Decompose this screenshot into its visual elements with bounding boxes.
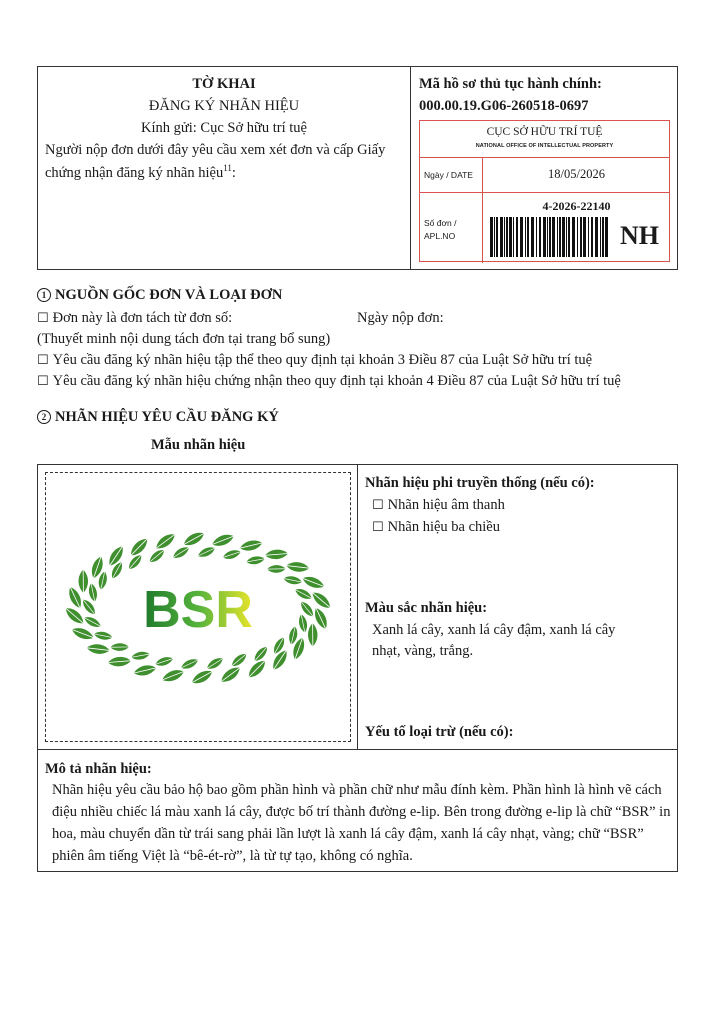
colors-line-2: nhạt, vàng, trắng. [372, 643, 474, 659]
leaf-icon [131, 650, 151, 661]
three-d-mark-checkbox[interactable]: ☐ [372, 520, 384, 535]
colors-line-1: Xanh lá cây, xanh lá cây đậm, xanh lá cây [372, 622, 616, 638]
sample-label: Mẫu nhãn hiệu [151, 437, 246, 453]
split-checkbox[interactable]: ☐ [37, 311, 49, 326]
stamp-office-en: NATIONAL OFFICE OF INTELLECTUAL PROPERTY [475, 143, 614, 149]
header-box [37, 66, 678, 270]
leaf-icon [171, 544, 191, 560]
trademark-box [37, 464, 678, 872]
leaf-icon [218, 664, 242, 685]
stamp-type-code: NH [620, 221, 659, 250]
request-line-1: Người nộp đơn dưới đây yêu cầu xem xét đơn và cấp Giấy [45, 142, 386, 158]
certification-row [37, 373, 621, 390]
leaf-icon [110, 643, 129, 651]
procedure-label: Mã hồ sơ thủ tục hành chính: [419, 76, 602, 92]
split-note: (Thuyết minh nội dung tách đơn tại trang bổ sung) [37, 331, 331, 347]
leaf-icon [87, 583, 98, 603]
sound-mark-checkbox[interactable]: ☐ [372, 498, 384, 513]
leaf-icon [210, 532, 235, 549]
barcode-icon [490, 217, 610, 257]
leaf-icon [308, 623, 318, 646]
collective-checkbox[interactable]: ☐ [37, 353, 49, 368]
section-2-title: NHÃN HIỆU YÊU CẦU ĐĂNG KÝ [55, 409, 279, 425]
leaf-icon [245, 657, 268, 680]
leaf-icon [310, 589, 334, 611]
leaf-icon [293, 586, 313, 601]
split-label: Đơn này là đơn tách từ đơn số: [52, 310, 233, 326]
procedure-code: 000.00.19.G06-260518-0697 [419, 98, 589, 114]
description-label: Mô tả nhãn hiệu: [45, 761, 152, 777]
leaf-icon [286, 561, 310, 573]
leaf-icon [78, 570, 88, 593]
description-line: phiên âm tiếng Việt là “bê-ét-rờ”, là từ tự tạo, không có nghĩa. [52, 848, 413, 864]
section-1-title: NGUỒN GỐC ĐƠN VÀ LOẠI ĐƠN [55, 287, 283, 303]
three-d-mark-row [372, 519, 500, 536]
bsr-logo [46, 473, 350, 741]
colors-label: Màu sắc nhãn hiệu: [365, 600, 488, 616]
leaf-icon [297, 614, 308, 634]
leaf-icon [301, 574, 326, 591]
stamp-app-number: 4-2026-22140 [542, 199, 611, 213]
leaf-icon [196, 545, 216, 560]
collective-row [37, 352, 592, 369]
leaf-icon [153, 531, 177, 552]
stamp-app-label-1: Số đơn / [424, 218, 457, 228]
leaf-icon [86, 643, 110, 655]
leaf-icon [126, 552, 144, 571]
mark-divider-h [38, 749, 677, 750]
mark-divider-v [357, 465, 358, 749]
stamp-date-label: Ngày / DATE [424, 170, 473, 180]
leaf-icon [128, 536, 151, 559]
leaf-icon [93, 630, 113, 641]
stamp-office-vi: CỤC SỞ HỮU TRÍ TUỆ [486, 126, 603, 138]
leaf-icon [190, 667, 215, 686]
form-subtitle: ĐĂNG KÝ NHÃN HIỆU [148, 98, 300, 114]
description-line: hoa, màu chuyển dần từ trái sang phải lần lượt là xanh lá cây đậm, xanh lá cây nhạt, vàng; chữ “BSR” [52, 826, 644, 842]
logo-text: BSR [143, 581, 253, 639]
leaf-icon [252, 644, 270, 663]
exclusion-label: Yếu tố loại trừ (nếu có): [365, 724, 514, 740]
leaf-icon [82, 614, 102, 629]
leaf-icon [265, 549, 289, 560]
leaf-icon [147, 547, 166, 565]
leaf-icon [154, 655, 174, 668]
stamp-app-label-2: APL.NO [424, 231, 456, 241]
stamp-date-value: 18/05/2026 [548, 167, 605, 181]
stamp-divider-h [420, 192, 669, 193]
leaf-icon [70, 625, 95, 642]
receipt-stamp [419, 120, 670, 262]
certification-label: Yêu cầu đăng ký nhãn hiệu chứng nhận theo quy định tại khoản 4 Điều 87 của Luật Sở hữu trí tuệ [52, 373, 621, 389]
three-d-mark-label: Nhãn hiệu ba chiều [387, 519, 500, 535]
leaf-icon [246, 555, 266, 566]
filing-date-label: Ngày nộp đơn: [357, 310, 444, 326]
request-colon: : [231, 164, 236, 181]
leaf-icon [205, 655, 225, 671]
collective-label: Yêu cầu đăng ký nhãn hiệu tập thể theo quy định tại khoản 3 Điều 87 của Luật Sở hữu trí tuệ [52, 352, 593, 368]
sound-mark-label: Nhãn hiệu âm thanh [387, 497, 505, 513]
leaf-icon [133, 663, 158, 678]
request-line-2-text: chứng nhận đăng ký nhãn hiệu [45, 164, 224, 181]
form-title: TỜ KHAI [192, 76, 256, 92]
leaf-icon [108, 656, 132, 667]
leaf-icon [239, 538, 264, 553]
stamp-office-row [420, 121, 669, 158]
footnote-ref: 11 [223, 163, 232, 173]
section-2-number: 2 [37, 410, 51, 424]
nontraditional-label: Nhãn hiệu phi truyền thống (nếu có): [365, 475, 595, 491]
leaf-icon [179, 657, 199, 672]
split-application-row [37, 310, 232, 327]
leaf-icon [63, 605, 87, 627]
leaf-icon [182, 529, 207, 548]
section-1-heading [37, 287, 282, 304]
section-2-heading [37, 409, 279, 426]
description-line: Nhãn hiệu yêu cầu bảo hộ bao gồm phần hình và phần chữ như mẫu đính kèm. Phần hình là hình vẽ cách [52, 782, 662, 798]
recipient: Kính gửi: Cục Sở hữu trí tuệ [141, 120, 307, 136]
request-line-2 [45, 163, 417, 182]
description-line: điệu nhiều chiếc lá màu xanh lá cây, được bố trí thành đường e-lip. Bên trong đường e-lip là chữ “BSR” in [52, 804, 671, 820]
sound-mark-row [372, 497, 505, 514]
section-1-number: 1 [37, 288, 51, 302]
leaf-icon [270, 648, 291, 672]
leaf-icon [106, 544, 127, 568]
logo-frame [45, 472, 351, 742]
leaf-icon [222, 548, 242, 561]
header-title-block [38, 67, 411, 269]
certification-checkbox[interactable]: ☐ [37, 374, 49, 389]
leaf-icon [283, 575, 303, 586]
leaf-icon [161, 667, 186, 684]
leaf-icon [229, 651, 248, 669]
leaf-icon [267, 565, 286, 573]
